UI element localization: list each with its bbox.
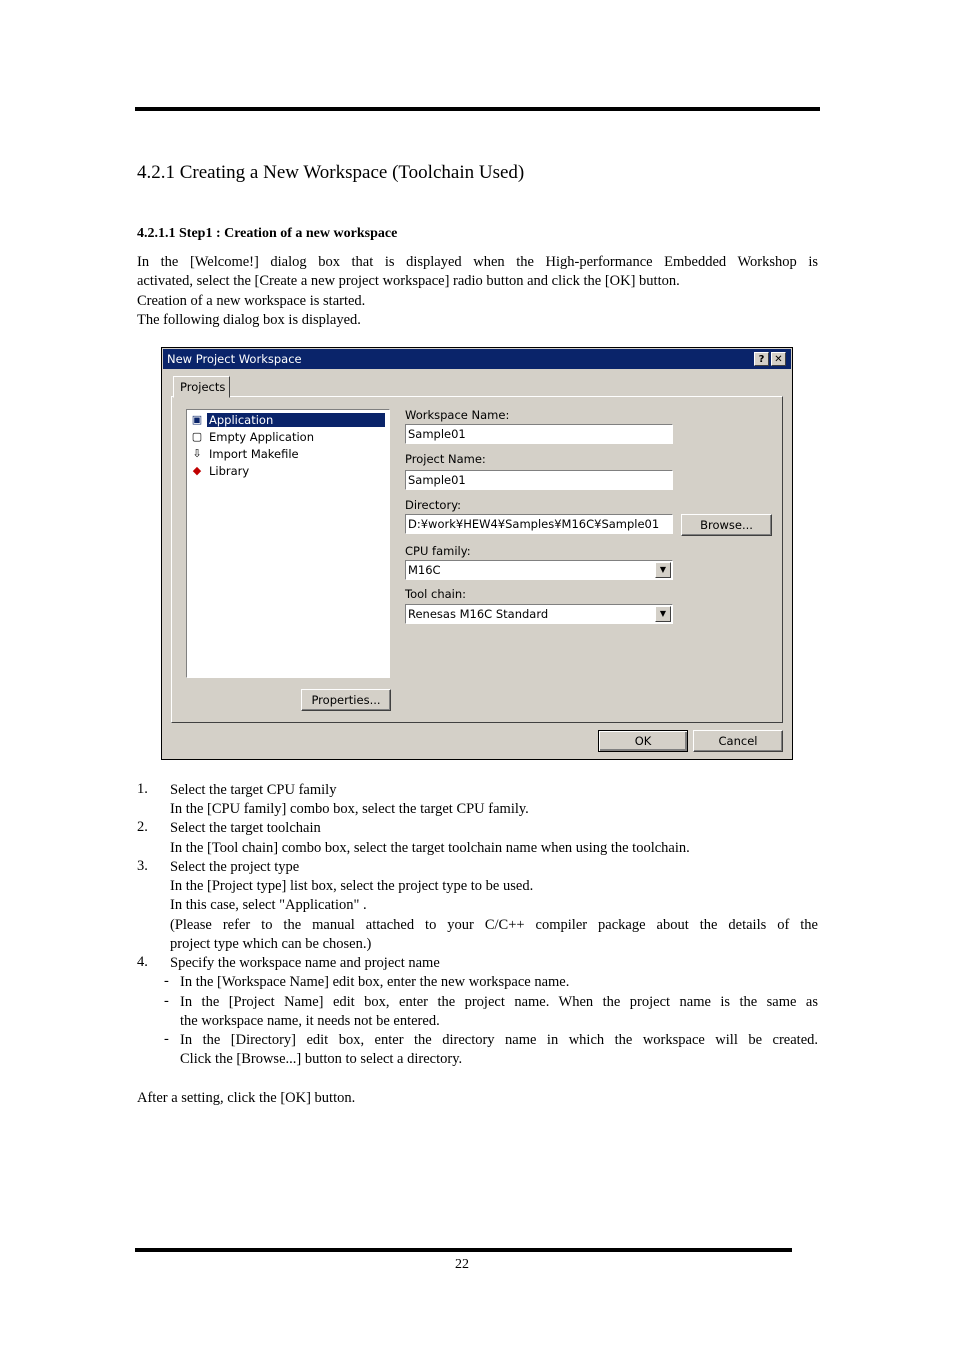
step-2-number: 2. <box>137 819 148 835</box>
list-item-label: Library <box>209 464 250 478</box>
tab-projects-label: Projects <box>180 380 226 394</box>
empty-application-icon: ▢ <box>191 430 203 443</box>
workspace-name-field[interactable] <box>405 424 673 444</box>
chevron-down-icon[interactable]: ▼ <box>655 562 671 578</box>
list-item-import-makefile[interactable] <box>189 446 387 462</box>
new-project-workspace-dialog <box>161 347 793 760</box>
list-item-label: Import Makefile <box>209 447 299 461</box>
chevron-down-icon[interactable]: ▼ <box>655 606 671 622</box>
properties-button[interactable]: Properties... <box>301 689 391 711</box>
bullet-dash: - <box>164 993 169 1009</box>
subsection-heading: 4.2.1.1 Step1 : Creation of a new workspace <box>137 226 398 241</box>
tool-chain-combo[interactable] <box>405 604 673 624</box>
list-item-empty-application[interactable] <box>189 429 387 445</box>
project-name-label: Project Name: <box>405 452 486 466</box>
intro-line-2: activated, select the [Create a new project workspace] radio button and click the [OK] button. <box>137 273 680 289</box>
close-button[interactable]: ✕ <box>771 352 786 366</box>
step-3-number: 3. <box>137 858 148 874</box>
library-icon: ◆ <box>192 464 202 477</box>
dialog-titlebar[interactable] <box>163 349 791 369</box>
application-icon: ▣ <box>191 413 203 426</box>
tab-projects[interactable] <box>173 376 230 398</box>
step-3-text: In the [Project type] list box, select the project type to be used. <box>170 878 534 894</box>
closing-text: After a setting, click the [OK] button. <box>137 1090 356 1106</box>
bullet-text: Click the [Browse...] button to select a directory. <box>180 1051 463 1067</box>
list-item-application[interactable] <box>189 412 387 428</box>
tool-chain-value: Renesas M16C Standard <box>408 607 549 621</box>
page-number: 22 <box>455 1257 469 1272</box>
bullet-text: In the [Directory] edit box, enter the directory name in which the workspace will be created. <box>180 1032 818 1048</box>
bullet-text: the workspace name, it needs not be entered. <box>180 1013 440 1029</box>
bullet-text: In the [Workspace Name] edit box, enter the new workspace name. <box>180 974 570 990</box>
step-1-number: 1. <box>137 781 148 797</box>
browse-button[interactable]: Browse... <box>681 514 772 536</box>
cpu-family-label: CPU family: <box>405 544 471 558</box>
step-3-text: (Please refer to the manual attached to your C/C++ compiler package about the details of the <box>170 917 818 933</box>
header-rule <box>135 107 820 111</box>
step-4-title: Specify the workspace name and project name <box>170 955 440 971</box>
list-item-label: Empty Application <box>209 430 314 444</box>
step-3-text: In this case, select "Application" . <box>170 897 367 913</box>
bullet-text: In the [Project Name] edit box, enter the project name. When the project name is the same as <box>180 994 818 1010</box>
footer-rule <box>135 1248 792 1252</box>
help-button[interactable]: ? <box>754 352 769 366</box>
directory-label: Directory: <box>405 498 462 512</box>
dialog-title: New Project Workspace <box>167 352 302 366</box>
section-heading: 4.2.1 Creating a New Workspace (Toolchain Used) <box>137 162 525 183</box>
step-1-text: In the [CPU family] combo box, select the target CPU family. <box>170 801 529 817</box>
cancel-button[interactable]: Cancel <box>693 730 783 752</box>
cpu-family-combo[interactable] <box>405 560 673 580</box>
step-1-title: Select the target CPU family <box>170 782 337 798</box>
cpu-family-value: M16C <box>408 563 441 577</box>
step-3-text: project type which can be chosen.) <box>170 936 372 952</box>
intro-line-1: In the [Welcome!] dialog box that is displayed when the High-performance Embedded Workshop is <box>137 254 818 270</box>
project-name-value: Sample01 <box>408 473 466 487</box>
bullet-dash: - <box>164 1031 169 1047</box>
step-2-text: In the [Tool chain] combo box, select the target toolchain name when using the toolchain. <box>170 840 690 856</box>
intro-line-4: The following dialog box is displayed. <box>137 312 361 328</box>
workspace-name-label: Workspace Name: <box>405 408 510 422</box>
bullet-dash: - <box>164 973 169 989</box>
list-item-library[interactable] <box>189 463 387 479</box>
import-makefile-icon: ⇩ <box>192 447 202 460</box>
directory-value: D:¥work¥HEW4¥Samples¥M16C¥Sample01 <box>408 517 660 531</box>
project-type-list[interactable] <box>186 409 390 678</box>
directory-field[interactable] <box>405 514 673 534</box>
workspace-name-value: Sample01 <box>408 427 466 441</box>
step-2-title: Select the target toolchain <box>170 820 321 836</box>
ok-button[interactable]: OK <box>598 730 688 752</box>
tool-chain-label: Tool chain: <box>405 587 467 601</box>
step-4-number: 4. <box>137 954 148 970</box>
step-3-title: Select the project type <box>170 859 300 875</box>
intro-line-3: Creation of a new workspace is started. <box>137 293 366 309</box>
project-name-field[interactable] <box>405 470 673 490</box>
list-item-label: Application <box>207 413 385 427</box>
